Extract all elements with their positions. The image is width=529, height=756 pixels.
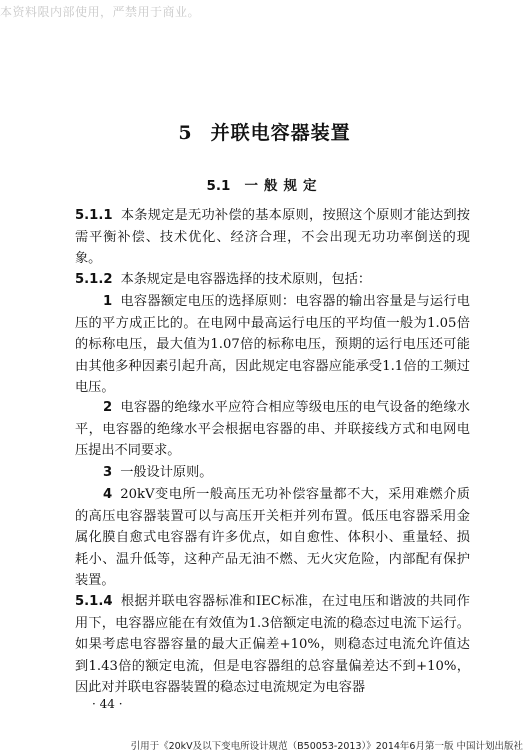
section-number: 5.1 (206, 178, 231, 194)
section-title-text: 一般规定 (244, 178, 323, 194)
clause-number: 5.1.2 (75, 272, 113, 287)
citation-footer: 引用于《20kV及以下变电所设计规范（B50053-2013）》2014年6月第一版 中国计划出版社 (130, 741, 523, 752)
clause-5-1-2 (75, 269, 470, 291)
chapter-number: 5 (178, 122, 193, 144)
item-number: 4 (103, 487, 113, 502)
list-item-4 (75, 484, 470, 592)
list-item-1 (75, 291, 470, 399)
chapter-title-text: 并联电容器装置 (210, 122, 351, 144)
clause-text: 根据并联电容器标准和IEC标准，在过电压和谐波的共同作用下，电容器应能在有效值为1.3倍额定电流的稳态过电流下运行。如果考虑电容器容量的最大正偏差+10%，则稳态过电流允许值达到1.43倍的额定电流，但是电容器组的总容量偏差达不到+10%，因此对并联电容器装置的稳态过电流规定为电容器 (75, 594, 470, 695)
section-title (0, 174, 529, 194)
list-item-3 (75, 462, 470, 484)
item-number: 2 (103, 400, 113, 415)
item-text: 电容器额定电压的选择原则：电容器的输出容量是与运行电压的平方成正比的。在电网中最高运行电压的平均值一般为1.05倍的标称电压，最大值为1.07倍的标称电压，预期的运行电压还可能由其他多种因素引起升高，因此规定电容器应能承受1.1倍的工频过电压。 (75, 294, 470, 395)
clause-text: 本条规定是电容器选择的技术原则，包括： (120, 272, 372, 287)
list-item-2 (75, 397, 470, 462)
watermark-text: 本资料限内部使用，严禁用于商业。 (0, 5, 201, 19)
item-text: 20kV变电所一般高压无功补偿容量都不大，采用难燃介质的高压电容器装置可以与高压开关柜并列布置。低压电容器采用金属化膜自愈式电容器有许多优点，如自愈性、体积小、重量轻、损耗小、温升低等，这种产品无油不燃、无火灾危险，内部配有保护装置。 (75, 487, 470, 588)
chapter-title (0, 118, 529, 145)
item-number: 3 (103, 465, 113, 480)
clause-number: 5.1.1 (75, 208, 113, 223)
clause-5-1-1 (75, 205, 470, 270)
clause-number: 5.1.4 (75, 594, 113, 609)
item-text: 电容器的绝缘水平应符合相应等级电压的电气设备的绝缘水平，电容器的绝缘水平会根据电容器的串、并联接线方式和电网电压提出不同要求。 (75, 400, 470, 458)
item-number: 1 (103, 294, 113, 309)
item-text: 一般设计原则。 (120, 465, 213, 480)
clause-5-1-4 (75, 591, 470, 699)
clause-text: 本条规定是无功补偿的基本原则，按照这个原则才能达到按需平衡补偿、技术优化、经济合理，不会出现无功功率倒送的现象。 (75, 208, 470, 266)
page-number: · 44 · (92, 697, 123, 711)
